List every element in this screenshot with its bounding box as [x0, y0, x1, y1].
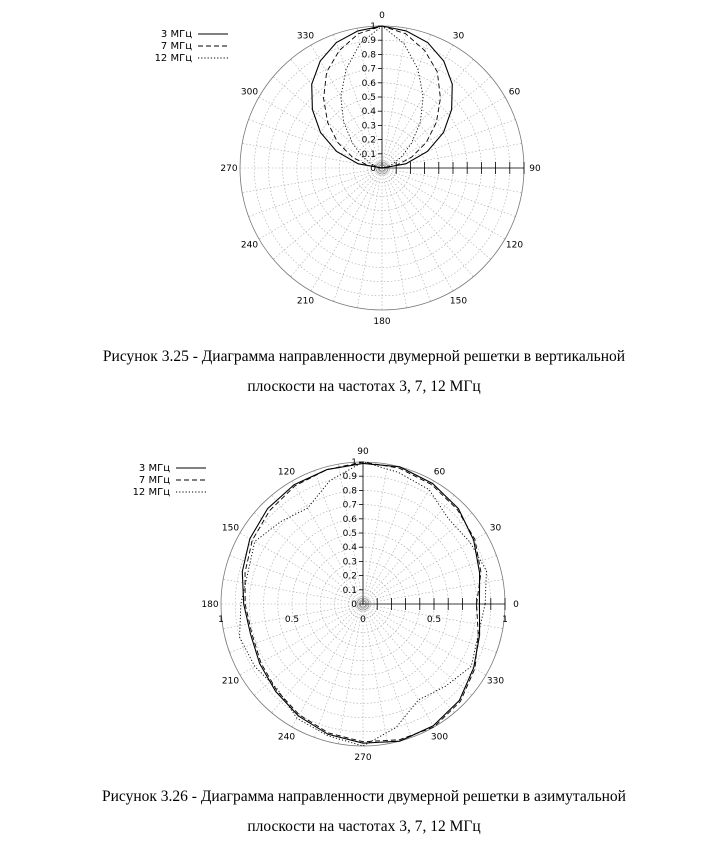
angle-label: 330 [296, 31, 315, 42]
polar-chart-azimuthal [0, 440, 728, 780]
angle-label: 90 [357, 447, 369, 457]
legend-label: 3 МГц [138, 463, 170, 474]
grid-spoke [363, 481, 434, 604]
angle-label: 60 [508, 87, 521, 98]
caption-line-2: плоскости на частотах 3, 7, 12 МГц [247, 378, 481, 395]
grid-spoke [363, 471, 412, 604]
angle-label: 210 [296, 296, 315, 307]
radial-tick-label: 0.3 [342, 557, 357, 568]
angle-label: 240 [240, 240, 259, 251]
grid-spoke [382, 168, 453, 291]
legend-label: 3 МГц [160, 29, 192, 40]
angle-label: 270 [354, 753, 372, 763]
grid-spoke [273, 168, 382, 259]
grid-spoke [357, 168, 382, 308]
grid-spoke [363, 604, 388, 744]
radial-tick-label: 0.4 [361, 107, 376, 118]
figure-caption-3-26 [0, 782, 728, 842]
radial-tick-label: 0.8 [342, 486, 357, 497]
radial-tick-label: 0.1 [342, 585, 357, 596]
grid-spoke [363, 513, 472, 604]
angle-label: 150 [221, 523, 240, 534]
grid-spoke [382, 119, 515, 168]
grid-spoke [382, 28, 407, 168]
grid-spoke [292, 604, 363, 727]
grid-spoke [249, 168, 382, 217]
grid-spoke [363, 495, 454, 604]
angle-label: 180 [373, 317, 391, 327]
radial-tick-label: 0.6 [342, 514, 357, 525]
grid-spoke [363, 604, 486, 675]
radial-tick-label: 0.9 [342, 472, 357, 483]
angle-label: 0 [379, 11, 385, 21]
grid-spoke [240, 604, 363, 675]
angle-label: 30 [452, 31, 465, 42]
angle-label: 30 [489, 523, 502, 534]
angle-label: 330 [486, 676, 505, 687]
radial-tick-label: 0.5 [342, 529, 357, 539]
radial-tick-label: 0.3 [361, 121, 376, 132]
angle-label: 60 [433, 467, 446, 478]
radial-tick-label: 0 [370, 164, 376, 174]
radial-tick-label: 0.1 [361, 149, 376, 160]
radial-tick-label: 0.2 [342, 571, 357, 582]
angle-label: 270 [220, 164, 238, 174]
axis-scale-label: 0.5 [284, 615, 300, 625]
grid-spoke [291, 168, 382, 277]
radial-axis [218, 458, 508, 625]
caption-line-1: Рисунок 3.25 - Диаграмма направленности двумерной решетки в вертикальной [102, 348, 626, 365]
grid-spoke [382, 35, 431, 168]
grid-spoke [382, 77, 491, 168]
radial-tick-label: 0.5 [361, 93, 376, 103]
grid-spoke [363, 464, 388, 604]
radial-tick-label: 0.7 [342, 500, 357, 511]
angle-label: 120 [277, 467, 296, 478]
grid-spoke [382, 168, 491, 259]
caption-line-2: плоскости на частотах 3, 7, 12 МГц [247, 818, 481, 835]
axis-scale-label: 1 [502, 615, 508, 625]
axis-scale-label: 1 [218, 615, 224, 625]
legend-label: 12 МГц [154, 53, 192, 64]
grid-spoke [311, 168, 382, 291]
grid-spoke [382, 168, 522, 193]
angle-label: 210 [221, 676, 240, 687]
grid-spoke [363, 604, 472, 695]
legend [155, 29, 228, 64]
grid-spoke [382, 168, 431, 301]
grid-spoke [363, 533, 486, 604]
angle-label: 300 [240, 87, 259, 98]
legend-label: 7 МГц [138, 475, 170, 486]
radial-tick-label: 0 [351, 600, 357, 610]
angle-label: 300 [430, 732, 449, 743]
radial-tick-label: 0.9 [361, 36, 376, 47]
radial-tick-label: 1 [370, 22, 376, 32]
legend [133, 463, 206, 498]
grid-spoke [382, 168, 407, 308]
axis-scale-label: 0.5 [426, 615, 442, 625]
caption-line-1: Рисунок 3.26 - Диаграмма направленности двумерной решетки в азимутальной [102, 788, 626, 805]
grid-spoke [382, 168, 473, 277]
angle-label: 180 [201, 600, 219, 610]
angle-label: 120 [505, 240, 524, 251]
angle-label: 90 [529, 164, 541, 174]
angle-label: 240 [277, 732, 296, 743]
radial-tick-label: 0.8 [361, 50, 376, 61]
axis-scale-label: 0 [360, 615, 366, 625]
polar-chart-vertical [0, 0, 728, 340]
radial-tick-label: 0.7 [361, 64, 376, 75]
legend-label: 12 МГц [132, 487, 170, 498]
grid-spoke [382, 168, 505, 239]
grid-spoke [259, 168, 382, 239]
legend-label: 7 МГц [160, 41, 192, 52]
figure-caption-3-25 [0, 342, 728, 402]
angle-label: 0 [513, 600, 519, 610]
grid-spoke [363, 555, 496, 604]
radial-tick-label: 0.2 [361, 135, 376, 146]
angle-label: 150 [449, 296, 468, 307]
grid-spoke [363, 604, 434, 727]
radial-axis [362, 22, 524, 174]
grid-spoke [382, 45, 453, 168]
radial-tick-label: 0.4 [342, 543, 357, 554]
grid-spoke [363, 579, 503, 604]
grid-spoke [363, 604, 412, 737]
radial-tick-label: 0.6 [361, 78, 376, 89]
grid-spoke [242, 168, 382, 193]
radial-tick-label: 1 [351, 458, 357, 468]
